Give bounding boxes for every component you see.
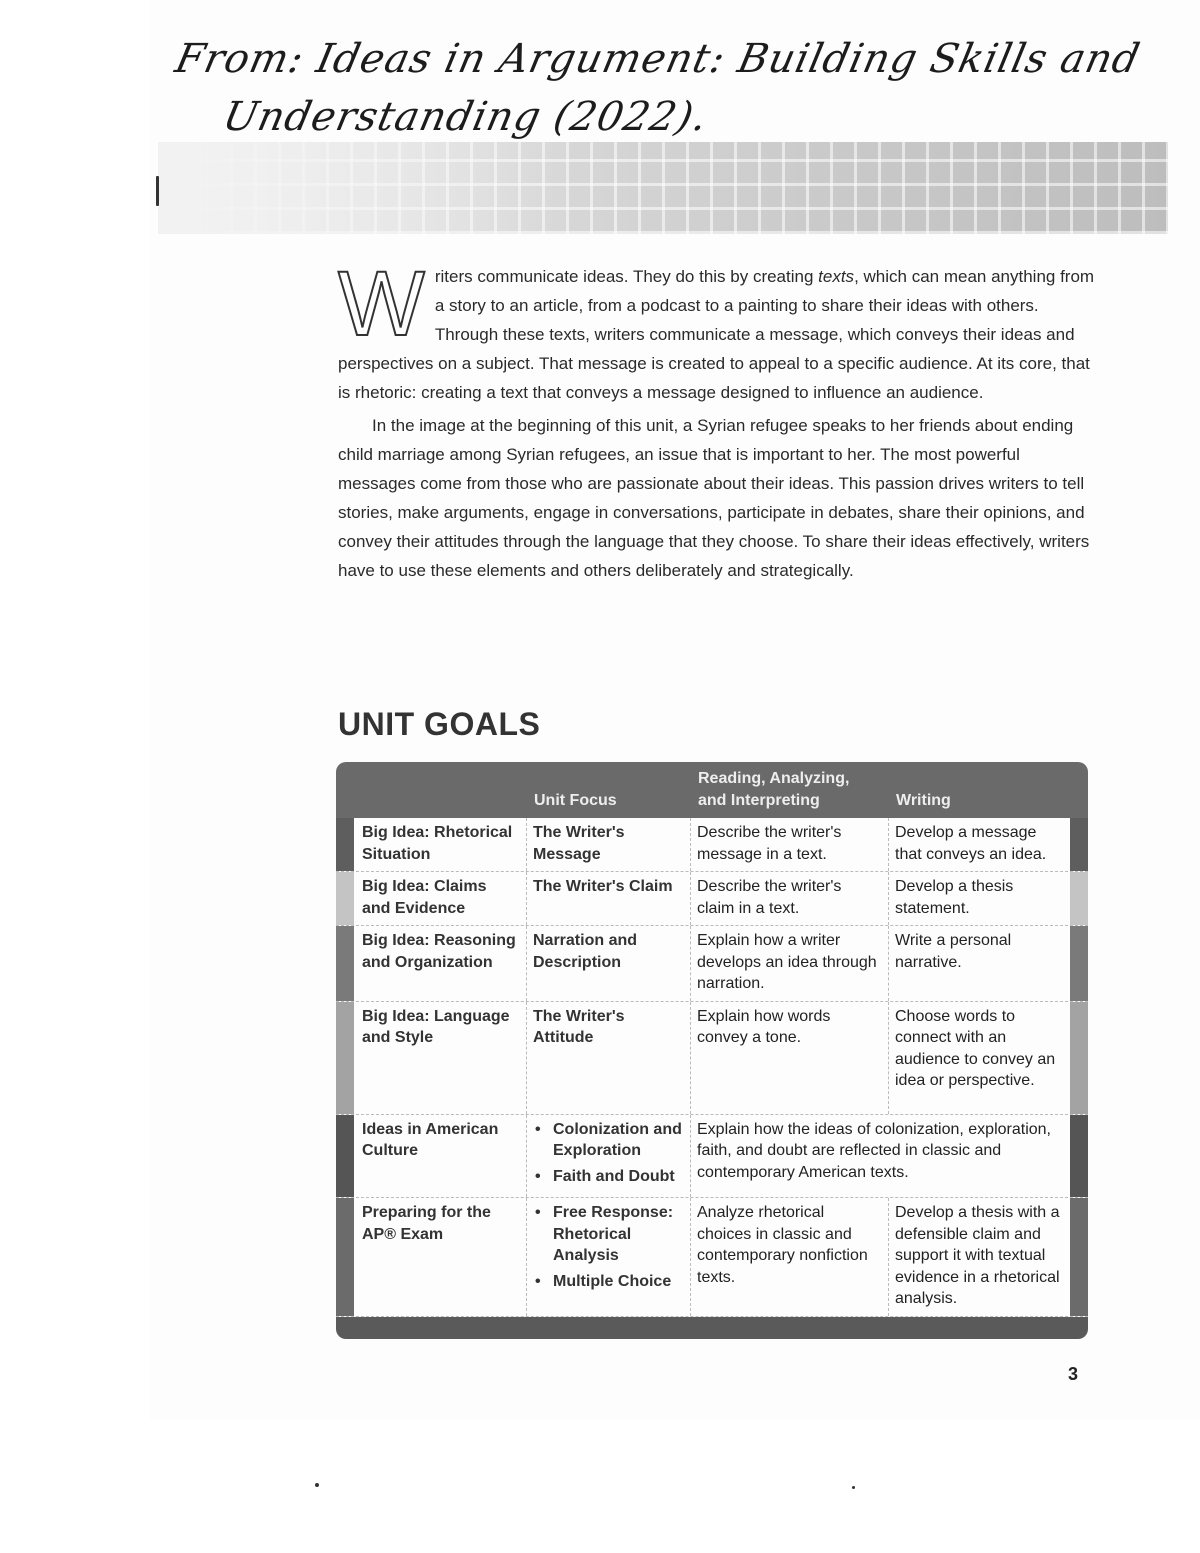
row-color-bar-left <box>336 1198 354 1316</box>
cell-big-idea: Big Idea: Claims and Evidence <box>362 878 487 917</box>
decorative-banner-fade <box>158 142 578 234</box>
unit-goals-heading: UNIT GOALS <box>338 706 541 742</box>
cell-unit-focus: The Writer's Message <box>526 818 690 871</box>
handwritten-source-note <box>158 30 1183 146</box>
cell-writing: Develop a thesis statement. <box>888 872 1070 925</box>
scan-mark <box>156 176 159 206</box>
scan-dot <box>852 1486 855 1489</box>
cell-reading-writing-combined: Explain how the ideas of colonization, exploration, faith, and doubt are reflected in classic and contemporary American texts. <box>690 1115 1070 1198</box>
intro-paragraph-2: In the image at the beginning of this unit, a Syrian refugee speaks to her friends about ending child marriage among Syrian refugees, an issue that is important to her. The most powerful messages come from those who are passionate about their ideas. This passion drives writers to tell stories, make arguments, engage in conversations, participate in debates, share their opinions, and convey their attitudes through the language that they choose. To share their ideas effectively, writers have to use these elements and others deliberately and strategically. <box>338 416 1090 580</box>
table-row <box>336 926 1088 1002</box>
cell-big-idea: Ideas in American Culture <box>362 1120 499 1159</box>
cell-unit-focus: Narration and Description <box>526 926 690 1001</box>
cell-reading: Describe the writer's message in a text. <box>690 818 888 871</box>
focus-list <box>533 1119 682 1188</box>
table-row <box>336 1002 1088 1115</box>
intro-p1-emphasis: texts <box>818 267 855 286</box>
cell-writing: Choose words to connect with an audience to convey an idea or perspective. <box>888 1002 1070 1114</box>
cell-reading: Analyze rhetorical choices in classic and contemporary nonfiction texts. <box>690 1198 888 1316</box>
row-color-bar-right <box>1070 1115 1088 1198</box>
row-color-bar-left <box>336 872 354 925</box>
focus-list-item: • Colonization and Exploration <box>553 1119 682 1162</box>
row-color-bar-right <box>1070 818 1088 871</box>
cell-unit-focus <box>526 1198 690 1316</box>
row-color-bar-left <box>336 1115 354 1198</box>
focus-list-item: • Free Response: Rhetorical Analysis <box>553 1202 682 1267</box>
cell-unit-focus: The Writer's Attitude <box>526 1002 690 1114</box>
intro-text <box>338 253 1098 585</box>
cell-reading: Explain how a writer develops an idea through narration. <box>690 926 888 1001</box>
cell-writing: Write a personal narrative. <box>888 926 1070 1001</box>
intro-paragraph-1 <box>338 253 1098 407</box>
intro-p1-rest: , which can mean anything from a story to an article, from a podcast to a painting to share their ideas with others. Through these texts, writers communicate a message, which conveys their ideas and perspectives on a subject. That message is created to appeal to a specific audience. At its core, that is rhetoric: creating a text that conveys a message designed to influence an audience. <box>338 267 1095 402</box>
cell-unit-focus <box>526 1115 690 1198</box>
row-color-bar-left <box>336 818 354 871</box>
cell-reading: Explain how words convey a tone. <box>690 1002 888 1114</box>
table-footer <box>336 1317 1088 1339</box>
cell-big-idea: Preparing for the AP® Exam <box>362 1204 491 1243</box>
cell-big-idea: Big Idea: Language and Style <box>362 1007 510 1046</box>
header-reading <box>698 768 849 812</box>
page-number: 3 <box>1068 1364 1079 1384</box>
focus-list-item: • Faith and Doubt <box>553 1166 682 1188</box>
table-row <box>336 818 1088 872</box>
row-color-bar-left <box>336 1002 354 1114</box>
row-color-bar-right <box>1070 1198 1088 1316</box>
table-header <box>336 762 1088 818</box>
cell-big-idea: Big Idea: Rhetorical Situation <box>362 824 513 863</box>
table-row <box>336 1198 1088 1317</box>
table-row <box>336 872 1088 926</box>
row-color-bar-right <box>1070 926 1088 1001</box>
header-writing: Writing <box>896 792 951 809</box>
handwritten-line-2: Understanding (2022). <box>218 94 713 140</box>
header-reading-line2: and Interpreting <box>698 792 820 809</box>
header-unit-focus: Unit Focus <box>534 792 617 809</box>
header-reading-line1: Reading, Analyzing, <box>698 770 850 787</box>
table-body <box>336 818 1088 1317</box>
row-color-bar-right <box>1070 1002 1088 1114</box>
scan-dot <box>315 1483 319 1487</box>
cell-reading: Describe the writer's claim in a text. <box>690 872 888 925</box>
cell-writing: Develop a thesis with a defensible claim and support it with textual evidence in a rhetorical analysis. <box>888 1198 1070 1316</box>
handwritten-line-1: From: Ideas in Argument: Building Skills and <box>171 36 1145 82</box>
cell-unit-focus: The Writer's Claim <box>526 872 690 925</box>
intro-p1-start: riters communicate ideas. They do this by creating <box>434 267 819 286</box>
focus-list <box>533 1202 682 1292</box>
table-row <box>336 1115 1088 1199</box>
row-color-bar-right <box>1070 872 1088 925</box>
row-color-bar-left <box>336 926 354 1001</box>
cell-writing: Develop a message that conveys an idea. <box>888 818 1070 871</box>
cell-big-idea: Big Idea: Reasoning and Organization <box>362 932 516 971</box>
focus-list-item: • Multiple Choice <box>553 1271 682 1293</box>
drop-cap: W <box>338 253 425 355</box>
unit-goals-table <box>336 762 1088 1339</box>
